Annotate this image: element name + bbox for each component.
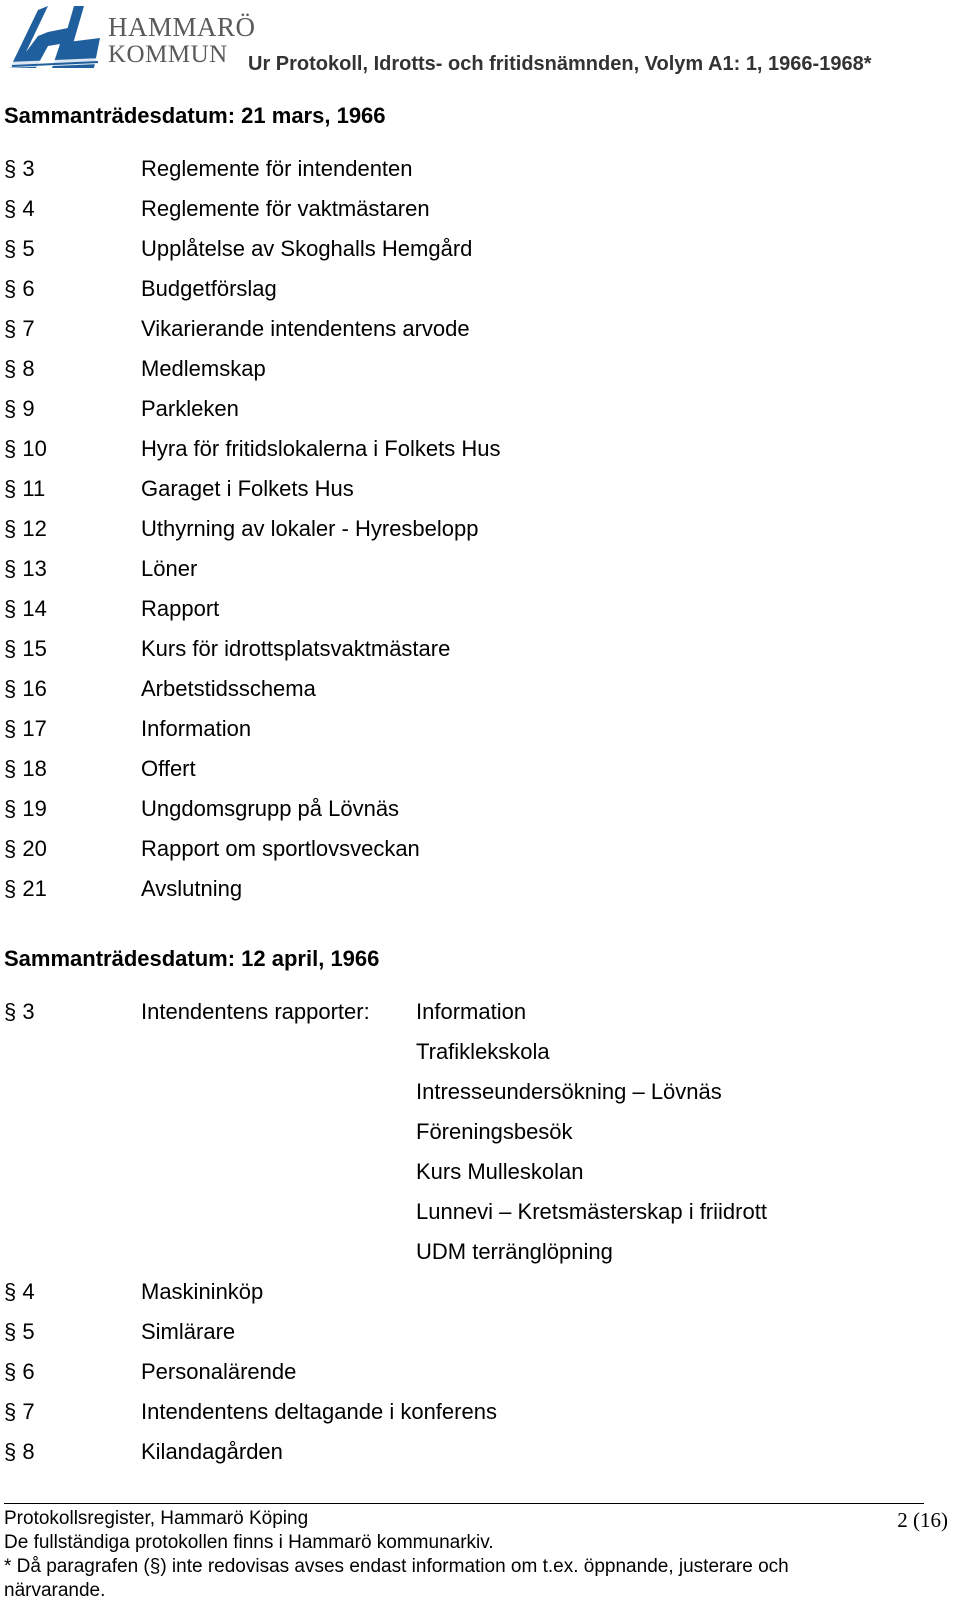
report-subitem: Lunnevi – Kretsmästerskap i friidrott xyxy=(416,1199,767,1224)
paragraph-number: § 3 xyxy=(4,999,35,1024)
paragraph-number: § 14 xyxy=(4,596,47,621)
paragraph-title: Vikarierande intendentens arvode xyxy=(141,316,470,341)
paragraph-title: Parkleken xyxy=(141,396,239,421)
footer-footnote: * Då paragrafen (§) inte redovisas avses endast information om t.ex. öppnande, justerare och xyxy=(4,1556,789,1577)
paragraph-number: § 3 xyxy=(4,156,35,181)
paragraph-title: Hyra för fritidslokalerna i Folkets Hus xyxy=(141,436,501,461)
logo-line1: HAMMARÖ xyxy=(108,12,256,42)
paragraph-number: § 6 xyxy=(4,1359,35,1384)
meeting-date-heading: Sammanträdesdatum: 21 mars, 1966 xyxy=(4,103,386,128)
report-subitem: Trafiklekskola xyxy=(416,1039,550,1064)
paragraph-number: § 4 xyxy=(4,1279,35,1304)
report-subitem: Intresseundersökning – Lövnäs xyxy=(416,1079,722,1104)
report-subitem: Kurs Mulleskolan xyxy=(416,1159,584,1184)
document-header-title: Ur Protokoll, Idrotts- och fritidsnämnden, Volym A1: 1, 1966-1968* xyxy=(248,53,872,75)
paragraph-number: § 12 xyxy=(4,516,47,541)
paragraph-number: § 9 xyxy=(4,396,35,421)
paragraph-title: Arbetstidsschema xyxy=(141,676,316,701)
paragraph-number: § 18 xyxy=(4,756,47,781)
paragraph-title: Kurs för idrottsplatsvaktmästare xyxy=(141,636,451,661)
paragraph-number: § 20 xyxy=(4,836,47,861)
paragraph-title: Information xyxy=(141,716,252,741)
report-subitem: UDM terränglöpning xyxy=(416,1239,613,1264)
paragraph-title: Uthyrning av lokaler - Hyresbelopp xyxy=(141,516,479,541)
paragraph-title: Kilandagården xyxy=(141,1439,283,1464)
paragraph-title: Budgetförslag xyxy=(141,276,277,301)
paragraph-title: Garaget i Folkets Hus xyxy=(141,476,354,501)
paragraph-number: § 5 xyxy=(4,1319,35,1344)
footer-divider xyxy=(4,1503,924,1504)
paragraph-number: § 6 xyxy=(4,276,35,301)
paragraph-title: Offert xyxy=(141,756,196,781)
paragraph-title: Avslutning xyxy=(141,876,243,901)
paragraph-title: Reglemente för vaktmästaren xyxy=(141,196,430,221)
paragraph-number: § 16 xyxy=(4,676,47,701)
page-number: 2 (16) xyxy=(897,1508,948,1532)
paragraph-number: § 7 xyxy=(4,1399,35,1424)
paragraph-title: Löner xyxy=(141,556,198,581)
paragraph-title: Personalärende xyxy=(141,1359,297,1384)
paragraph-number: § 21 xyxy=(4,876,47,901)
paragraph-number: § 8 xyxy=(4,1439,35,1464)
paragraph-number: § 13 xyxy=(4,556,47,581)
logo-emblem-icon xyxy=(8,2,104,72)
logo-line2: KOMMUN xyxy=(108,41,228,68)
paragraph-number: § 17 xyxy=(4,716,47,741)
paragraph-title: Ungdomsgrupp på Lövnäs xyxy=(141,796,400,821)
footer-register: Protokollsregister, Hammarö Köping xyxy=(4,1508,309,1529)
paragraph-number: § 15 xyxy=(4,636,47,661)
paragraph-title: Intendentens rapporter: xyxy=(141,999,370,1024)
paragraph-title: Reglemente för intendenten xyxy=(141,156,413,181)
paragraph-number: § 11 xyxy=(4,476,46,501)
paragraph-number: § 7 xyxy=(4,316,35,341)
report-subitem: Föreningsbesök xyxy=(416,1119,573,1144)
footer-footnote-cont: närvarande. xyxy=(4,1580,106,1601)
paragraph-number: § 4 xyxy=(4,196,35,221)
paragraph-title: Simlärare xyxy=(141,1319,236,1344)
hammaro-kommun-logo xyxy=(8,2,256,74)
paragraph-number: § 19 xyxy=(4,796,47,821)
paragraph-number: § 8 xyxy=(4,356,35,381)
paragraph-title: Intendentens deltagande i konferens xyxy=(141,1399,497,1424)
meeting-date-heading: Sammanträdesdatum: 12 april, 1966 xyxy=(4,946,380,971)
paragraph-number: § 5 xyxy=(4,236,35,261)
paragraph-title: Medlemskap xyxy=(141,356,266,381)
footer-archive-note: De fullständiga protokollen finns i Hammarö kommunarkiv. xyxy=(4,1532,494,1553)
report-subitem: Information xyxy=(416,999,527,1024)
paragraph-title: Maskininköp xyxy=(141,1279,264,1304)
paragraph-title: Upplåtelse av Skoghalls Hemgård xyxy=(141,236,473,261)
paragraph-title: Rapport xyxy=(141,596,220,621)
paragraph-title: Rapport om sportlovsveckan xyxy=(141,836,420,861)
paragraph-number: § 10 xyxy=(4,436,47,461)
